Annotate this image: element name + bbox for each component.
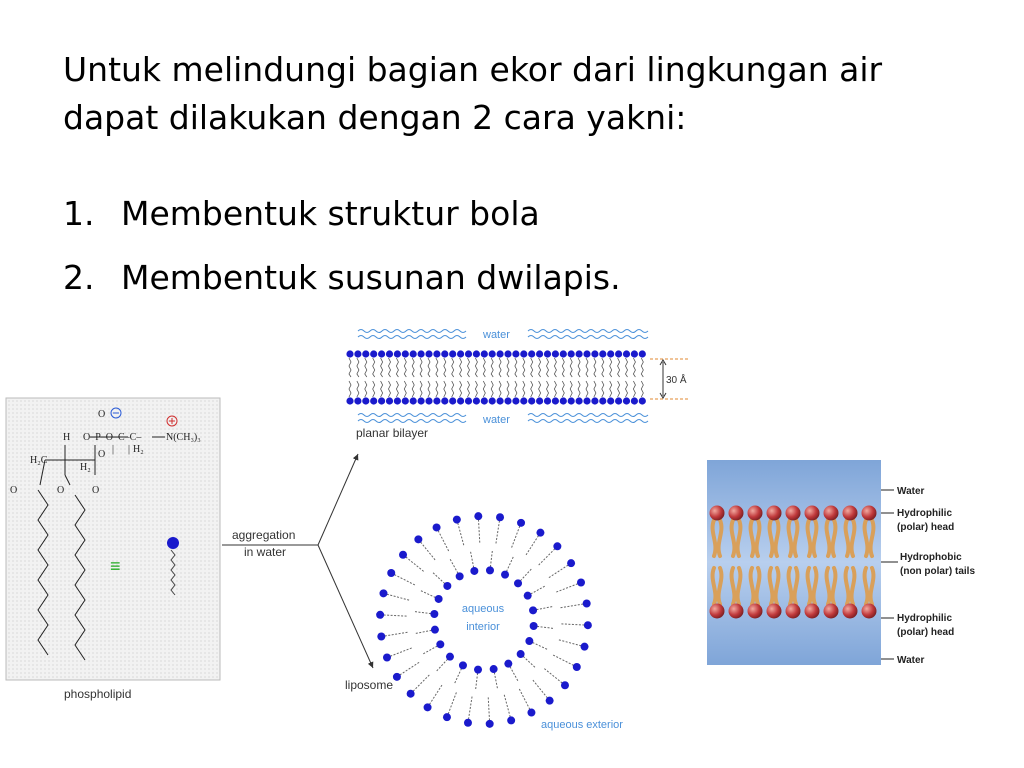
lipid-head xyxy=(525,637,533,645)
lipid-head xyxy=(517,650,525,658)
svg-text:O: O xyxy=(10,485,18,496)
lipid-head xyxy=(615,350,622,357)
lipid-head xyxy=(433,397,440,404)
lipid-head xyxy=(449,350,456,357)
lipid-head xyxy=(576,397,583,404)
lipid-head xyxy=(430,610,438,618)
water-label: water xyxy=(483,414,510,426)
phospholipid-head-icon xyxy=(167,537,179,549)
lipid-head xyxy=(504,397,511,404)
lipid-head xyxy=(486,566,494,574)
lipid-head xyxy=(767,604,782,619)
lipid-head xyxy=(615,397,622,404)
lipid-head xyxy=(512,350,519,357)
planar-bilayer-label: planar bilayer xyxy=(356,426,429,440)
lipid-head xyxy=(536,529,544,537)
lipid-head xyxy=(560,397,567,404)
lipid-head xyxy=(464,719,472,727)
polar-head-label: (polar) head xyxy=(897,627,955,638)
lipid-head xyxy=(402,350,409,357)
lipid-head xyxy=(528,397,535,404)
lipid-head xyxy=(520,350,527,357)
lipid-head xyxy=(386,397,393,404)
aqueous-interior-label-line2: interior xyxy=(466,621,500,633)
aqueous-interior-label: aqueous xyxy=(461,603,505,615)
lipid-head xyxy=(446,653,454,661)
lipid-head xyxy=(805,604,820,619)
svg-text:|: | xyxy=(112,444,115,455)
lipid-head xyxy=(568,397,575,404)
formula-h2c: H₂C xyxy=(30,455,48,466)
lipid-head xyxy=(433,350,440,357)
lipid-head xyxy=(591,350,598,357)
lipid-head xyxy=(824,506,839,521)
lipid-head xyxy=(370,350,377,357)
lipid-head xyxy=(465,350,472,357)
lipid-head xyxy=(394,350,401,357)
lipid-head xyxy=(378,397,385,404)
lipid-head xyxy=(553,542,561,550)
lipid-head xyxy=(710,506,725,521)
lipid-head xyxy=(386,350,393,357)
lipid-head xyxy=(379,589,387,597)
lipid-head xyxy=(623,397,630,404)
lipid-head xyxy=(544,350,551,357)
lipid-head xyxy=(576,350,583,357)
list-item-text: Membentuk struktur bola xyxy=(121,194,540,233)
svg-text:O–P–O–C–C–: O–P–O–C–C– xyxy=(83,432,142,443)
lipid-head xyxy=(805,506,820,521)
equivalence-symbol: ≡ xyxy=(110,556,121,576)
lipid-head xyxy=(418,397,425,404)
lipid-head xyxy=(410,397,417,404)
lipid-head xyxy=(631,397,638,404)
lipid-head xyxy=(497,397,504,404)
lipid-head xyxy=(527,709,535,717)
lipid-head xyxy=(528,350,535,357)
lipid-head xyxy=(393,673,401,681)
slide-title-text: Untuk melindungi bagian ekor dari lingkungan air dapat dilakukan dengan 2 cara yakni: xyxy=(63,50,883,137)
lipid-head xyxy=(504,350,511,357)
lipid-head xyxy=(639,350,646,357)
lipid-head xyxy=(457,350,464,357)
lipid-head xyxy=(568,350,575,357)
lipid-head xyxy=(362,397,369,404)
lipid-head xyxy=(591,397,598,404)
lipid-head xyxy=(443,713,451,721)
lipid-head xyxy=(599,350,606,357)
lipid-head xyxy=(424,703,432,711)
lipid-head xyxy=(346,397,353,404)
lipid-head xyxy=(465,397,472,404)
lipid-head xyxy=(425,350,432,357)
water-label: Water xyxy=(897,655,925,666)
lipid-head xyxy=(376,611,384,619)
lipid-head xyxy=(418,350,425,357)
lipid-head xyxy=(599,397,606,404)
lipid-head xyxy=(530,622,538,630)
lipid-head xyxy=(748,506,763,521)
lipid-head xyxy=(786,604,801,619)
lipid-head xyxy=(552,397,559,404)
water-label: Water xyxy=(897,486,925,497)
lipid-head xyxy=(459,661,467,669)
lipid-head xyxy=(443,582,451,590)
lipid-head xyxy=(501,571,509,579)
water-background xyxy=(707,460,881,665)
lipid-head xyxy=(441,350,448,357)
water-label: water xyxy=(483,329,510,341)
lipid-head xyxy=(378,350,385,357)
lipid-head xyxy=(490,665,498,673)
list-item-text: Membentuk susunan dwilapis. xyxy=(121,258,621,297)
lipid-head xyxy=(354,397,361,404)
aggregation-label-line2: in water xyxy=(244,545,287,559)
svg-text:H: H xyxy=(63,432,71,443)
phospholipid-label: phospholipid xyxy=(64,687,132,701)
lipid-head xyxy=(410,350,417,357)
lipid-head xyxy=(583,599,591,607)
lipid-head xyxy=(524,592,532,600)
lipid-head xyxy=(354,350,361,357)
lipid-head xyxy=(473,397,480,404)
lipid-head xyxy=(387,569,395,577)
lipid-head xyxy=(399,551,407,559)
lipid-head xyxy=(639,397,646,404)
lipid-head xyxy=(481,350,488,357)
hydrophilic-label: Hydrophilic xyxy=(897,508,953,519)
list-number: 2. xyxy=(63,258,95,297)
lipid-head xyxy=(497,350,504,357)
lipid-head xyxy=(362,350,369,357)
lipid-head xyxy=(561,681,569,689)
lipid-head xyxy=(623,350,630,357)
lipid-head xyxy=(470,567,478,575)
lipid-head xyxy=(529,606,537,614)
lipid-head xyxy=(843,604,858,619)
svg-text:O: O xyxy=(98,409,106,420)
lipid-head xyxy=(786,506,801,521)
lipid-head xyxy=(862,604,877,619)
lipid-head xyxy=(581,643,589,651)
lipid-head xyxy=(441,397,448,404)
label-connectors xyxy=(881,490,898,659)
lipid-head xyxy=(496,513,504,521)
lipid-head xyxy=(767,506,782,521)
lipid-head xyxy=(436,640,444,648)
lipid-head xyxy=(517,519,525,527)
aggregation-label: aggregation xyxy=(232,528,296,542)
lipid-head xyxy=(607,350,614,357)
hydrophilic-label: Hydrophilic xyxy=(897,613,953,624)
aqueous-exterior-label: aqueous exterior xyxy=(541,719,623,731)
lipid-head xyxy=(449,397,456,404)
lipid-head xyxy=(862,506,877,521)
liposome-label: liposome xyxy=(345,678,394,692)
lipid-head xyxy=(481,397,488,404)
lipid-head xyxy=(453,516,461,524)
svg-text:O: O xyxy=(98,449,106,460)
lipid-head xyxy=(474,666,482,674)
formula-h2: H₂ xyxy=(133,444,144,455)
lipid-head xyxy=(552,350,559,357)
lipid-head xyxy=(346,350,353,357)
lipid-head xyxy=(425,397,432,404)
lipid-head xyxy=(507,716,515,724)
lipid-head xyxy=(504,660,512,668)
right-figure xyxy=(707,460,975,666)
lipid-head xyxy=(573,663,581,671)
hydrophobic-label: Hydrophobic xyxy=(900,552,962,563)
lipid-head xyxy=(377,633,385,641)
lipid-head xyxy=(435,595,443,603)
formula-h2: H₂ xyxy=(80,462,91,473)
lipid-head xyxy=(710,604,725,619)
lipid-head xyxy=(843,506,858,521)
lipid-head xyxy=(489,397,496,404)
lipid-head xyxy=(748,604,763,619)
svg-text:O: O xyxy=(57,485,65,496)
lipid-head xyxy=(383,653,391,661)
lipid-head xyxy=(407,690,415,698)
lipid-head xyxy=(583,397,590,404)
lipid-head xyxy=(577,579,585,587)
lipid-head xyxy=(584,621,592,629)
thickness-label: 30 Å xyxy=(666,375,687,386)
formula-n: N(CH₃)₃ xyxy=(166,432,201,443)
lipid-head xyxy=(824,604,839,619)
lipid-head xyxy=(544,397,551,404)
lipid-head xyxy=(456,572,464,580)
lipid-head xyxy=(512,397,519,404)
lipid-head xyxy=(567,559,575,567)
svg-text:O: O xyxy=(92,485,100,496)
lipid-head xyxy=(489,350,496,357)
lipid-head xyxy=(402,397,409,404)
lipid-head xyxy=(536,397,543,404)
lipid-head xyxy=(536,350,543,357)
lipid-head xyxy=(607,397,614,404)
left-figure xyxy=(6,328,690,734)
polar-head-label: (polar) head xyxy=(897,522,955,533)
nonpolar-tails-label: (non polar) tails xyxy=(900,566,975,577)
lipid-head xyxy=(414,535,422,543)
lipid-head xyxy=(394,397,401,404)
lipid-head xyxy=(560,350,567,357)
lipid-head xyxy=(473,350,480,357)
lipid-head xyxy=(474,512,482,520)
lipid-head xyxy=(486,720,494,728)
lipid-head xyxy=(631,350,638,357)
lipid-head xyxy=(433,523,441,531)
lipid-head xyxy=(729,604,744,619)
lipid-head xyxy=(520,397,527,404)
list-number: 1. xyxy=(63,194,95,233)
lipid-head xyxy=(583,350,590,357)
svg-text:|: | xyxy=(128,444,131,455)
lipid-head xyxy=(546,697,554,705)
lipid-head xyxy=(514,579,522,587)
lipid-head xyxy=(370,397,377,404)
lipid-head xyxy=(431,626,439,634)
lipid-head xyxy=(457,397,464,404)
lipid-head xyxy=(729,506,744,521)
